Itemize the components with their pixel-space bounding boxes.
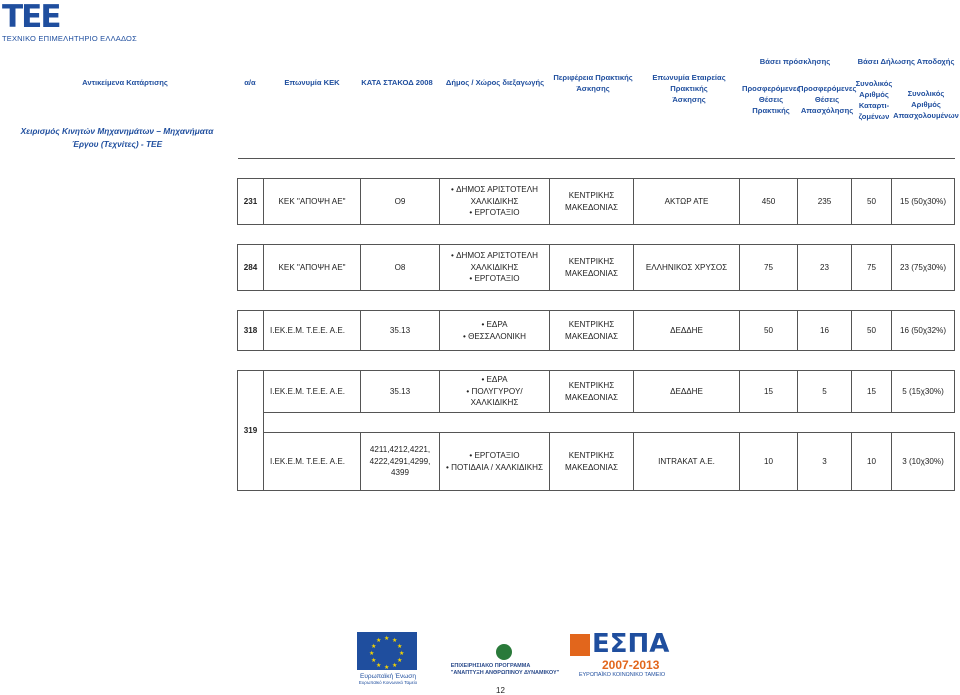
section-title xyxy=(0,125,234,151)
row-place-line: • ΠΟΤΙΔΑΙΑ / ΧΑΛΚΙΔΙΚΗΣ xyxy=(446,462,543,474)
row-trainees: 75 xyxy=(852,245,892,291)
header-subjects: Αντικείμενα Κατάρτισης xyxy=(82,78,168,87)
espa-years: 2007-2013 xyxy=(602,658,660,672)
table-spacer xyxy=(264,413,955,433)
table-spacer xyxy=(238,351,955,371)
row-practice: 75 xyxy=(740,245,798,291)
row-kek: ΚΕΚ "ΑΠΟΨΗ ΑΕ" xyxy=(264,245,361,291)
table-row xyxy=(238,311,955,351)
header-offered-practice-line3: Πρακτικής xyxy=(752,106,790,115)
header-company-line1: Επωνυμία Εταιρείας Πρακτικής xyxy=(652,73,726,93)
row-kek: Ι.ΕΚ.Ε.Μ. Τ.Ε.Ε. Α.Ε. xyxy=(264,433,361,491)
header-group-declaration: Βάσει Δήλωσης Αποδοχής xyxy=(857,57,955,66)
header-total-trainees xyxy=(854,78,894,122)
header-total-trainees-line3: Καταρτι- xyxy=(858,101,890,110)
program-line2: "ΑΝΑΠΤΥΞΗ ΑΝΘΡΩΠΙΝΟΥ ΔΥΝΑΜΙΚΟΥ" xyxy=(450,669,560,676)
header-total-employed xyxy=(893,88,959,121)
row-practice: 10 xyxy=(740,433,798,491)
row-stakod: 35.13 xyxy=(361,311,440,351)
row-kek: Ι.ΕΚ.Ε.Μ. Τ.Ε.Ε. Α.Ε. xyxy=(264,311,361,351)
program-mark-icon xyxy=(496,644,512,660)
espa-mark: ΕΣΠΑ xyxy=(592,629,670,659)
tee-logo-mark: ΤΕΕ xyxy=(2,0,60,35)
row-company: ΔΕΔΔΗΕ xyxy=(634,371,740,413)
header-total-employed-line1: Συνολικός Αριθμός xyxy=(907,89,945,109)
header-offered-employment xyxy=(798,83,856,116)
row-employment: 3 xyxy=(798,433,852,491)
table-row xyxy=(238,245,955,291)
row-company: ΕΛΛΗΝΙΚΟΣ ΧΡΥΣΟΣ xyxy=(634,245,740,291)
row-employed: 16 (50χ32%) xyxy=(892,311,955,351)
row-place-line: • ΕΔΡΑ xyxy=(463,319,526,331)
row-practice: 15 xyxy=(740,371,798,413)
row-place-line: • ΕΡΓΟΤΑΞΙΟ xyxy=(442,273,547,285)
row-employment: 16 xyxy=(798,311,852,351)
header-offered-practice-line2: Θέσεις xyxy=(758,95,784,104)
table-row xyxy=(238,371,955,413)
header-region-line2: Άσκησης xyxy=(576,84,610,93)
placement-table xyxy=(237,158,955,491)
section-title-line2: Έργου (Τεχνίτες) - ΤΕΕ xyxy=(71,139,163,149)
row-place-line: • ΠΟΛΥΓΥΡΟΥ/ ΧΑΛΚΙΔΙΚΗΣ xyxy=(442,386,547,409)
row-place xyxy=(440,179,550,225)
header-total-trainees-line2: Αριθμός xyxy=(859,90,889,99)
program-text xyxy=(451,663,560,677)
row-company: ΔΕΔΔΗΕ xyxy=(634,311,740,351)
page-number: 12 xyxy=(496,686,505,695)
eu-logo xyxy=(357,632,419,686)
espa-subtitle: ΕΥΡΩΠΑΪΚΟ ΚΟΙΝΩΝΙΚΟ ΤΑΜΕΙΟ xyxy=(578,672,666,678)
row-trainees: 50 xyxy=(852,179,892,225)
row-place xyxy=(440,433,550,491)
row-trainees: 10 xyxy=(852,433,892,491)
header-offered-practice-line1: Προσφερόμενες xyxy=(742,84,801,93)
row-employed: 23 (75χ30%) xyxy=(892,245,955,291)
row-place-line: • ΕΔΡΑ xyxy=(442,374,547,386)
table-row xyxy=(238,179,955,225)
row-place xyxy=(440,371,550,413)
row-company: ΑΚΤΩΡ ΑΤΕ xyxy=(634,179,740,225)
table-spacer xyxy=(238,225,955,245)
eu-sublabel: Ευρωπαϊκό Κοινωνικό Ταμείο xyxy=(358,680,418,685)
header-aa: α/α xyxy=(244,78,256,87)
row-practice: 50 xyxy=(740,311,798,351)
header-offered-practice xyxy=(742,83,800,116)
program-line1: ΕΠΙΧΕΙΡΗΣΙΑΚΟ ΠΡΟΓΡΑΜΜΑ xyxy=(450,662,531,669)
section-title-line1: Χειρισμός Κινητών Μηχανημάτων – Μηχανήματα xyxy=(20,126,214,136)
row-region: ΚΕΝΤΡΙΚΗΣ ΜΑΚΕΔΟΝΙΑΣ xyxy=(550,371,634,413)
row-practice: 450 xyxy=(740,179,798,225)
eu-label: Ευρωπαϊκή Ένωση xyxy=(360,673,416,680)
espa-logo xyxy=(568,630,676,686)
header-company-line2: Άσκησης xyxy=(672,95,706,104)
row-kek: Ι.ΕΚ.Ε.Μ. Τ.Ε.Ε. Α.Ε. xyxy=(264,371,361,413)
header-total-trainees-line4: ζομένων xyxy=(858,112,890,121)
table-spacer-row xyxy=(238,413,955,433)
row-employed: 15 (50χ30%) xyxy=(892,179,955,225)
table-spacer xyxy=(238,159,955,179)
header-group-invitation: Βάσει πρόσκλησης xyxy=(759,57,831,66)
row-aa: 231 xyxy=(238,179,264,225)
row-employment: 5 xyxy=(798,371,852,413)
row-employed: 3 (10χ30%) xyxy=(892,433,955,491)
row-employment: 235 xyxy=(798,179,852,225)
row-trainees: 50 xyxy=(852,311,892,351)
row-place-line: • ΕΡΓΟΤΑΞΙΟ xyxy=(442,207,547,219)
header-region xyxy=(553,72,633,94)
row-place xyxy=(440,311,550,351)
header-total-employed-line2: Απασχολουμένων xyxy=(893,111,959,120)
row-stakod: 4211,4212,4221, 4222,4291,4299, 4399 xyxy=(361,433,440,491)
row-aa: 319 xyxy=(238,371,264,491)
row-aa: 318 xyxy=(238,311,264,351)
header-municipality: Δήμος / Χώρος διεξαγωγής xyxy=(445,78,545,87)
row-employment: 23 xyxy=(798,245,852,291)
row-place-line: • ΔΗΜΟΣ ΑΡΙΣΤΟΤΕΛΗ ΧΑΛΚΙΔΙΚΗΣ xyxy=(442,184,547,207)
tee-logo-subtitle: ΤΕΧΝΙΚΟ ΕΠΙΜΕΛΗΤΗΡΙΟ ΕΛΛΑΔΟΣ xyxy=(2,34,137,43)
row-region: ΚΕΝΤΡΙΚΗΣ ΜΑΚΕΔΟΝΙΑΣ xyxy=(550,433,634,491)
row-region: ΚΕΝΤΡΙΚΗΣ ΜΑΚΕΔΟΝΙΑΣ xyxy=(550,311,634,351)
tee-logo xyxy=(2,2,137,43)
row-stakod: Ο8 xyxy=(361,245,440,291)
header-company xyxy=(636,72,742,105)
row-employed: 5 (15χ30%) xyxy=(892,371,955,413)
header-region-line1: Περιφέρεια Πρακτικής xyxy=(553,73,633,82)
espa-flag-icon xyxy=(570,634,590,656)
program-logo xyxy=(445,643,565,679)
table-row xyxy=(238,433,955,491)
row-region: ΚΕΝΤΡΙΚΗΣ ΜΑΚΕΔΟΝΙΑΣ xyxy=(550,245,634,291)
row-kek: ΚΕΚ "ΑΠΟΨΗ ΑΕ" xyxy=(264,179,361,225)
header-total-trainees-line1: Συνολικός xyxy=(855,79,893,88)
header-offered-employment-line3: Απασχόλησης xyxy=(800,106,854,115)
row-region: ΚΕΝΤΡΙΚΗΣ ΜΑΚΕΔΟΝΙΑΣ xyxy=(550,179,634,225)
row-aa: 284 xyxy=(238,245,264,291)
row-place xyxy=(440,245,550,291)
row-company: INTRAKAT Α.Ε. xyxy=(634,433,740,491)
row-stakod: 35.13 xyxy=(361,371,440,413)
row-place-line: • ΔΗΜΟΣ ΑΡΙΣΤΟΤΕΛΗ ΧΑΛΚΙΔΙΚΗΣ xyxy=(442,250,547,273)
header-offered-employment-line2: Θέσεις xyxy=(814,95,840,104)
eu-flag-icon: ★ ★ ★ ★ ★ ★ ★ ★ ★ ★ ★ ★ xyxy=(357,632,417,670)
header-offered-employment-line1: Προσφερόμενες xyxy=(798,84,857,93)
row-place-line: • ΘΕΣΣΑΛΟΝΙΚΗ xyxy=(463,331,526,343)
row-place-line: • ΕΡΓΟΤΑΞΙΟ xyxy=(446,450,543,462)
header-kek-name: Επωνυμία ΚΕΚ xyxy=(284,78,340,87)
row-stakod: Ο9 xyxy=(361,179,440,225)
table-spacer xyxy=(238,291,955,311)
header-stakod: ΚΑΤΑ ΣΤΑΚΟΔ 2008 xyxy=(361,78,433,87)
row-trainees: 15 xyxy=(852,371,892,413)
